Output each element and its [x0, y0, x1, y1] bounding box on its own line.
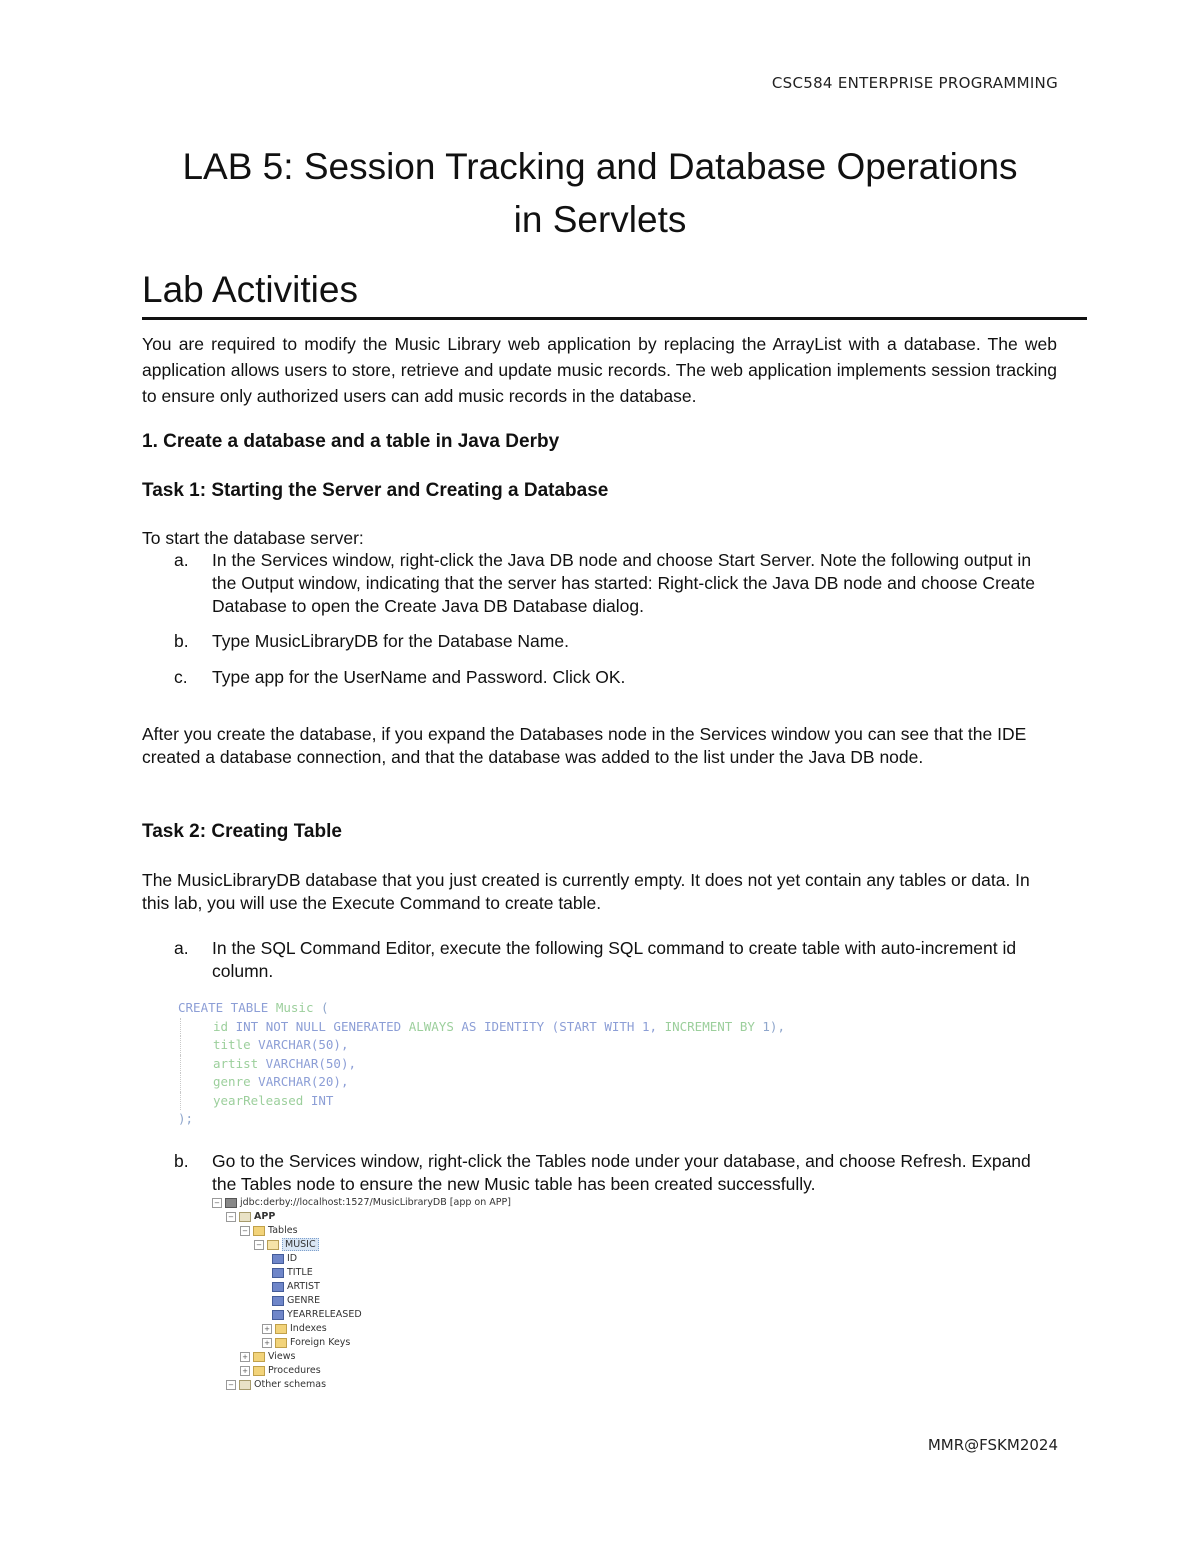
collapse-icon[interactable]: −: [212, 1198, 222, 1208]
list-marker: b.: [174, 631, 189, 651]
database-connection-icon: [225, 1198, 237, 1208]
column-icon: [272, 1296, 284, 1306]
document-title: [0, 140, 1200, 246]
task2-item-b: [174, 1150, 1054, 1198]
tree-node-column[interactable]: GENRE: [212, 1294, 511, 1308]
code-line: title VARCHAR(50),: [180, 1036, 878, 1055]
folder-icon: [253, 1226, 265, 1236]
task1-heading: Task 1: Starting the Server and Creating a Database: [142, 480, 609, 501]
list-marker: b.: [174, 1151, 189, 1171]
code-line: artist VARCHAR(50),: [180, 1055, 878, 1074]
tree-node-procedures[interactable]: + Procedures: [212, 1364, 511, 1378]
tree-node-column[interactable]: TITLE: [212, 1266, 511, 1280]
folder-icon: [275, 1324, 287, 1334]
page-footer: MMR@FSKM2024: [927, 1436, 1058, 1454]
schema-icon: [239, 1212, 251, 1222]
tree-node-foreign-keys[interactable]: + Foreign Keys: [212, 1336, 511, 1350]
intro-paragraph: You are required to modify the Music Library web application by replacing the ArrayList with a database. The web application allows users to store, retrieve and update music records. The web application implements session tracking to ensure only authorized users can add music records in the database.: [142, 334, 1057, 406]
table-icon: [267, 1240, 279, 1250]
tree-node-tables[interactable]: − Tables: [212, 1224, 511, 1238]
tree-node-indexes[interactable]: + Indexes: [212, 1322, 511, 1336]
column-icon: [272, 1282, 284, 1292]
expand-icon[interactable]: +: [262, 1338, 272, 1348]
task1-after-paragraph: After you create the database, if you expand the Databases node in the Services window you can see that the IDE created a database connection, and that the database was added to the list under the Java DB node.: [142, 724, 1027, 767]
tree-node-app[interactable]: − APP: [212, 1210, 511, 1224]
collapse-icon[interactable]: −: [240, 1226, 250, 1236]
section-heading: Lab Activities: [142, 266, 1087, 320]
code-line: genre VARCHAR(20),: [180, 1073, 878, 1092]
step1-heading: 1. Create a database and a table in Java Derby: [142, 431, 560, 452]
folder-icon: [253, 1366, 265, 1376]
list-text: In the SQL Command Editor, execute the following SQL command to create table with auto-increment id column.: [212, 938, 1017, 981]
tree-node-column[interactable]: ID: [212, 1252, 511, 1266]
task2-item-a: [174, 937, 1054, 985]
column-icon: [272, 1268, 284, 1278]
task2-heading: Task 2: Creating Table: [142, 821, 342, 842]
list-marker: a.: [174, 550, 189, 570]
title-line-2: in Servlets: [513, 199, 687, 240]
code-line: CREATE TABLE Music (: [178, 1000, 329, 1015]
tree-node-connection[interactable]: − jdbc:derby://localhost:1527/MusicLibraryDB [app on APP]: [212, 1196, 511, 1210]
collapse-icon[interactable]: −: [226, 1380, 236, 1390]
list-text: Go to the Services window, right-click the Tables node under your database, and choose Refresh. Expand the Tables node to ensure the new Music table has been created successfully.: [212, 1151, 1031, 1194]
schema-icon: [239, 1380, 251, 1390]
folder-icon: [253, 1352, 265, 1362]
tree-node-column[interactable]: YEARRELEASED: [212, 1308, 511, 1322]
expand-icon[interactable]: +: [240, 1352, 250, 1362]
code-line: id INT NOT NULL GENERATED ALWAYS AS IDENTITY (START WITH 1, INCREMENT BY 1),: [180, 1018, 878, 1037]
tree-node-other-schemas[interactable]: − Other schemas: [212, 1378, 511, 1392]
task1-lead: To start the database server:: [142, 528, 364, 548]
task1-item-a: [174, 549, 1054, 619]
page-header: CSC584 ENTERPRISE PROGRAMMING: [771, 74, 1058, 92]
code-line: );: [178, 1111, 194, 1126]
services-tree-screenshot: [212, 1196, 511, 1392]
task2-lead: The MusicLibraryDB database that you just created is currently empty. It does not yet contain any tables or data. In this lab, you will use the Execute Command to create table.: [142, 870, 1030, 913]
tree-node-music[interactable]: − MUSIC: [212, 1238, 511, 1252]
tree-node-column[interactable]: ARTIST: [212, 1280, 511, 1294]
tree-node-views[interactable]: + Views: [212, 1350, 511, 1364]
expand-icon[interactable]: +: [240, 1366, 250, 1376]
sql-code-block: [178, 999, 878, 1129]
column-icon: [272, 1310, 284, 1320]
expand-icon[interactable]: +: [262, 1324, 272, 1334]
code-line: yearReleased INT: [180, 1092, 878, 1111]
list-text: Type app for the UserName and Password. Click OK.: [212, 667, 626, 687]
column-icon: [272, 1254, 284, 1264]
task1-item-c: [174, 666, 1054, 690]
list-text: In the Services window, right-click the Java DB node and choose Start Server. Note the following output in the Output window, indicating that the server has started: Right-click the Java DB node and choose Create Database to open the Create Java DB Database dialog.: [212, 550, 1035, 616]
list-marker: a.: [174, 938, 189, 958]
title-line-1: LAB 5: Session Tracking and Database Operations: [182, 146, 1018, 187]
task1-item-b: [174, 630, 1054, 654]
collapse-icon[interactable]: −: [254, 1240, 264, 1250]
collapse-icon[interactable]: −: [226, 1212, 236, 1222]
folder-icon: [275, 1338, 287, 1348]
list-marker: c.: [174, 667, 188, 687]
list-text: Type MusicLibraryDB for the Database Name.: [212, 631, 569, 651]
